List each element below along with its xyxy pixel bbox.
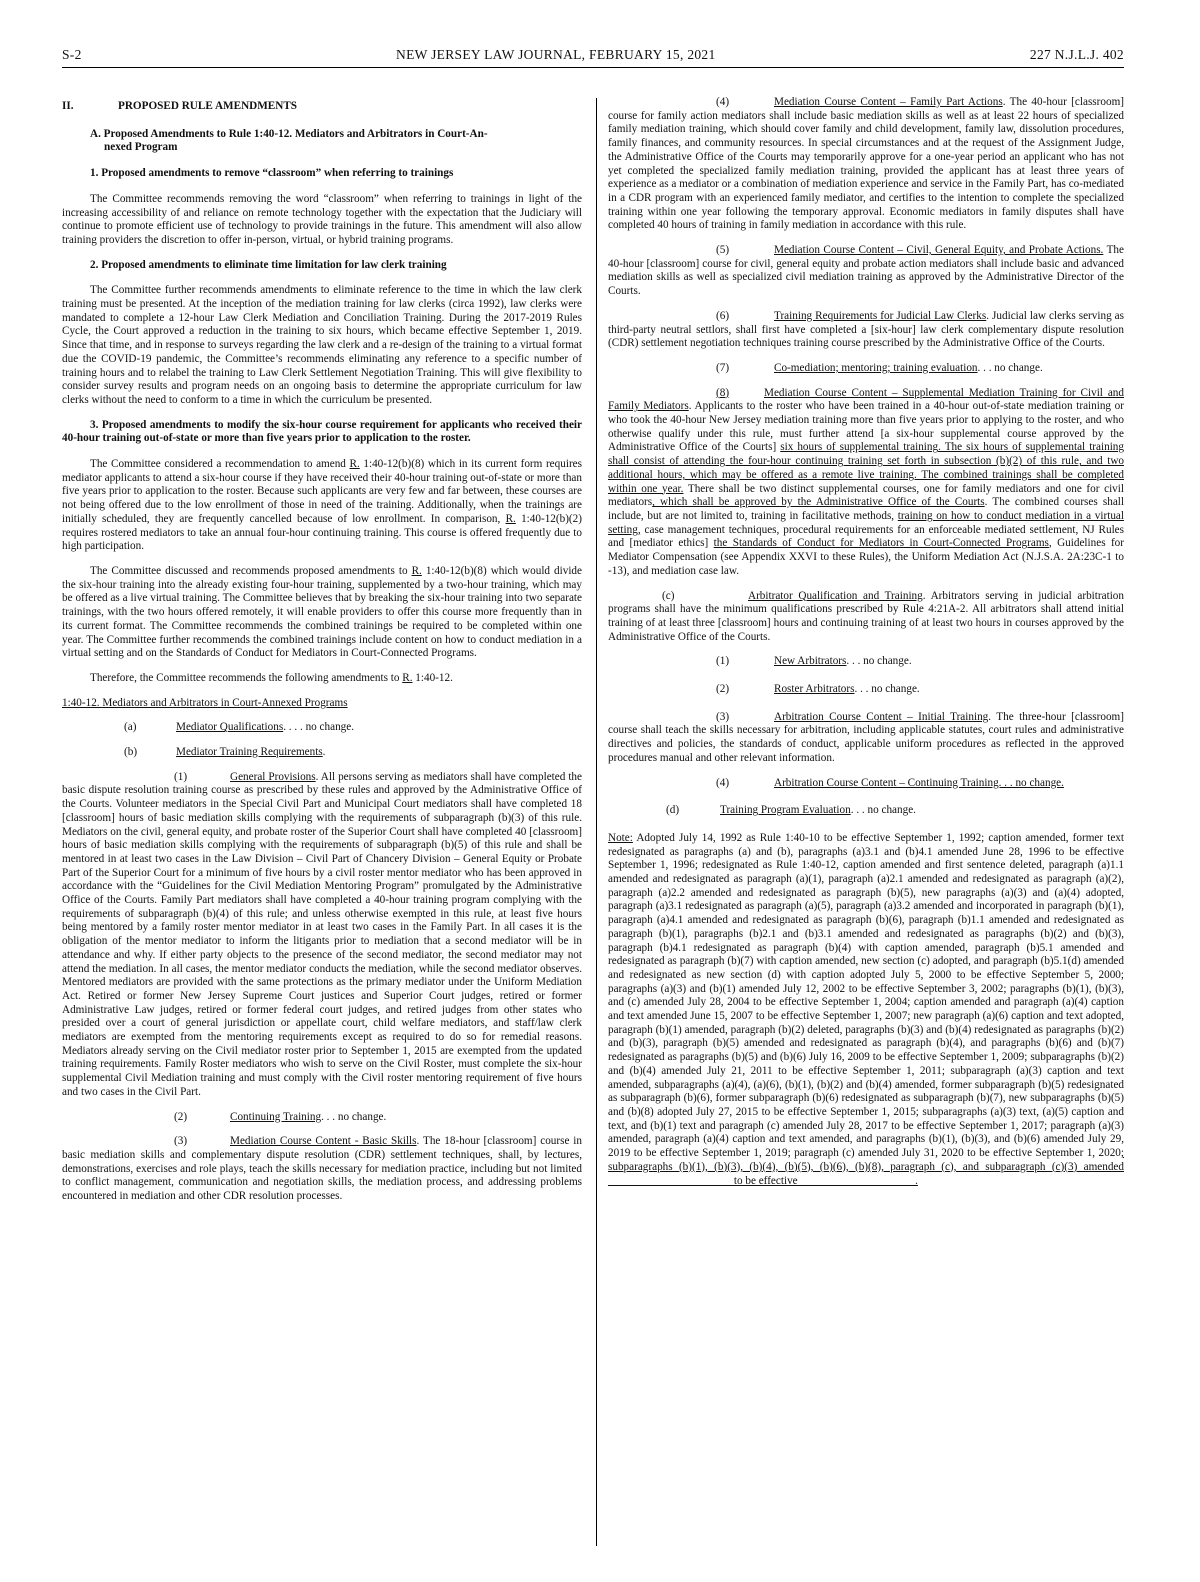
right-column [608, 96, 1124, 1199]
rule-b2-label: (2) [174, 1110, 188, 1123]
rule-d-label: (d) [666, 804, 680, 817]
rule-b8-label: (8) [716, 386, 730, 399]
rule-b5-title: Mediation Course Content – Civil, General Equity, and Probate Actions. [774, 244, 1104, 257]
rule-b-rest: . [322, 746, 326, 759]
rule-b [62, 746, 582, 760]
page-number: S-2 [62, 47, 82, 62]
subsection-a-heading-line1: A. Proposed Amendments to Rule 1:40-12. Mediators and Arbitrators in Court-An- [90, 127, 488, 140]
rule-b5-label: (5) [716, 244, 730, 257]
rule-b8-insert-4: the Standards of Conduct for Mediators in Court-Connected Programs [713, 537, 1049, 550]
rule-c3-text: . The three-hour [classroom] course shall teach the skills necessary for arbitration, including applicable statutes, court rules and administrative directives and policies, the standards of conduct, applicable uniform procedures as reflected in the approved procedures manual and other relevant information. [608, 710, 1124, 764]
rule-a [62, 721, 582, 735]
rule-c4-title: Arbitration Course Content – Continuing Training. . . no change. [774, 776, 1064, 789]
rule-d-title: Training Program Evaluation [720, 804, 851, 817]
rule-c2-rest: . . . no change. [854, 683, 920, 696]
rule-b1 [62, 771, 582, 1100]
rule-b1-text: . All persons serving as mediators shall have completed the basic dispute resolution training course as prescribed by these rules and approved by the Administrative Office of the Courts. Volunteer mediators in the Special Civil Part and Municipal Court mediators shall have completed 18 [classroom] hours of basic mediation skills complying with the requirements of subparagraph (b)(3) of this rule. Mediators on the civil, general equity, and probate roster of the Superior Court shall have completed 40 [classroom] hours of basic mediation skills complying with the requirements of subparagraph (b)(5) of this rule and shall be mentored in at least two cases in the Law Division – Civil Part of Chancery Division – General Equity or Probate Part of the Superior Court for a minimum of five hours by a civil roster mentor mediator who has been approved in accordance with the “Guidelines for the Civil Mediation Mentoring Program” promulgated by the Administrative Office of the Courts. Family Part mediators shall have completed a 40-hour training program complying with the requirements of subparagraph (b)(4) of this rule; and unless otherwise exempted in this rule, at least five hours being mentored by a family roster mentor mediator in at least two cases in the Family Part. In all cases it is the obligation of the mentor mediator to inform the litigants prior to mediation that a second mediator will be in attendance and why. If either party objects to the presence of the second mediator, the second mediator may not attend the mediation. In all cases, the mentor mediator conducts the mediation, while the second mediator observes. Mentored mediators are provided with the same protections as the primary mediator under the Uniform Mediation Act. Retired or former New Jersey Supreme Court justices and Superior Court judges, retired or former Administrative Law judges, retired or former federal court judges, and retired judges from other states who presided over a court of general jurisdiction or appellate court, child welfare mediators, and staff/law clerk mediators are exempted from the mentoring requirements except as required to do so for remedial reasons. Mediators already serving on the Civil mediator roster prior to September 1, 2015 are exempted from the updated training requirements. Family Roster mediators who wish to serve on the Civil Roster, must complete the six-hour supplemental Civil Mediation training and must comply with the Civil roster mentoring requirement of five hours and two cases in the Civil Part. [62, 770, 582, 1098]
rule-c3-label: (3) [716, 710, 730, 723]
p3-text-c: 1:40-12(b)(2) requires rostered mediators to take an annual four-hour continuing training. This course is offered frequently due to high participation. [62, 512, 582, 553]
rule-b4-label: (4) [716, 96, 730, 108]
rule-b-title: Mediator Training Requirements [176, 746, 323, 759]
p5-text-b: 1:40-12. [412, 671, 453, 684]
rule-b8-text-1: . Applicants to the roster who have been trained in a 40-hour out-of-state mediation training or who took the 40-hour New Jersey mediation training more than five years prior to applying to the roster, and who otherwise qualify under this rule, must further attend [a six-hour supplemental course approved by the Administrative Office of the Courts] [608, 400, 1124, 454]
column-divider [596, 98, 597, 1546]
rule-b8-text-4: case management techniques, procedural requirements for an enforceable mediated settlement, NJ Rules and [mediator ethics] [608, 523, 1124, 550]
rule-b6 [608, 310, 1124, 351]
rule-b6-text: . Judicial law clerks serving as third-party neutral settlors, shall first have completed a [six-hour] law clerk complementary dispute resolution (CDR) settlement negotiation techniques training course prescribed by the Administrative Office of the Courts. [608, 309, 1125, 350]
rule-c1 [608, 655, 1124, 669]
rule-c-label: (c) [662, 589, 675, 602]
left-column [62, 96, 582, 1215]
rule-title: 1:40-12. Mediators and Arbitrators in Court-Annexed Programs [62, 696, 348, 709]
p3-text-b: 1:40-12(b)(8) which in its current form requires mediator applicants to attend a six-hour course if they have received their 40-hour training out-of-state or more than five years prior to application to the roster. Because such applicants are very few and far between, these courses are not being offered due to the low enrollment of those in need of the training. Additionally, when the trainings are initially scheduled, they are frequently cancelled because of low enrollment. In comparison, [62, 458, 582, 525]
rule-c3-title: Arbitration Course Content – Initial Training [774, 710, 989, 723]
rule-c2-title: Roster Arbitrators [774, 683, 855, 696]
note-text: Adopted July 14, 1992 as Rule 1:40-10 to be effective September 1, 1992; caption amended, former text redesignated as paragraphs (a) and (b), paragraphs (a)3.1 and (b)4.1 amended June 28, 1996 to be effective September 1, 1996; redesignated as Rule 1:40-12, caption amended and first sentence deleted, paragraph (a)1.1 amended and redesignated as paragraph (a)(1), paragraph (a)2.1 amended and redesignated as paragraph (a)(2), paragraph (a)2.2 amended and redesignated as paragraph (b)(5), new paragraphs (a)(3) and (a)(4) adopted, paragraph (a)3.1 redesignated as paragraph (a)(5), paragraph (a)3.2 amended and incorporated in paragraph (b)(1), paragraph (a)4.1 amended and redesignated as paragraph (b)(6), paragraph (b)1.1 amended and redesignated as paragraph (b)(1), paragraphs (b)2.1 and (b)3.1 amended and redesignated as paragraphs (b)(2) and (b)(3), paragraph (b)4.1 redesignated as paragraph (b)(4) with caption amended, paragraph (b)5.1 amended and redesignated as paragraph (b)(7) with caption amended, new section (c) adopted, and paragraph (b)5.1(d) amended and redesignated as new section (d) with caption adopted July 5, 2000 to be effective September 5, 2000; paragraphs (a)(3) and (b)(1) amended July 12, 2002 to be effective September 3, 2002; paragraphs (b)(1), (b)(3), and (c) amended July 28, 2004 to be effective September 1, 2004; caption amended and paragraph (a)(4) caption and text amended June 15, 2007 to be effective September 1, 2007; new paragraph (a)(6) caption and text adopted, paragraph (b)(1) amended, paragraph (b)(2) deleted, paragraphs (b)(3) and (b)(4) redesignated as paragraphs (b)(2) and (b)(3), paragraph (b)(5) amended and redesignated as paragraph (b)(4), and paragraphs (b)(6) and (b)(7) redesignated as paragraphs (b)(5) and (b)(6) July 16, 2009 to be effective September 1, 2009; subparagraphs (b)(2) and (b)(4) amended July 21, 2011 to be effective September 1, 2011; subparagraph (a)(3) caption and text amended, subparagraphs (a)(4), (a)(6), (b)(1), (b)(2) and (b)(4) amended, former subparagraph (b)(5) redesignated as subparagraph (b)(6), former subparagraph (b)(6) redesignated as subparagraph (b)(7), new subparagraphs (b)(5) and (b)(8) adopted July 27, 2015 to be effective September 1, 2015; subparagraphs (a)(3) text, (a)(5) caption and text, and (b)(1) text and paragraph (c) amended July 28, 2017 to be effective September 1, 2017; paragraph (a)(3) amended, paragraph (a)(4) caption and text amended, and paragraphs (b)(1), (b)(3), and (b)(6) amended July 29, 2019 to be effective September 1, 2019; paragraph (c) amended July 31, 2020 to be effective September 1, 2020 [608, 831, 1124, 1160]
rule-c-title: Arbitrator Qualification and Training [748, 589, 923, 602]
header-rule [62, 67, 1124, 68]
rule-b5-text: The 40-hour [classroom] course for civil, general equity and probate action mediators shall include basic and advanced mediation skills as well as specialized civil mediation training as approved by the Administrative Director of the Courts. [608, 244, 1124, 298]
p3-text-a: The Committee considered a recommendation to amend [90, 458, 350, 471]
rule-b2 [62, 1111, 582, 1125]
rule-b1-title: General Provisions [230, 770, 316, 783]
paragraph-3 [62, 458, 582, 554]
rule-c1-label: (1) [716, 655, 730, 668]
rule-ref: R. [349, 458, 360, 471]
rule-c3 [608, 711, 1124, 766]
section-number: II. [62, 100, 74, 112]
note-label: Note: [608, 831, 633, 844]
rule-ref: R. [411, 564, 422, 577]
p4-text-b: 1:40-12(b)(8) which would divide the six-hour training into the already existing four-hour training, supplemented by a two-hour training, which may be offered as a live virtual training. The Committee believes that by breaking the six-hour training into two separate trainings, with the two hours offered remotely, it will enable providers to offer this course more frequently than in its current format. The Committee recommends the combined trainings be required to be completed within one year. The Committee further recommends the combined trainings include content on how to conduct mediation in a virtual setting and on the Standards of Conduct for Mediators in Court-Connected Programs. [62, 564, 582, 660]
rule-b4 [608, 96, 1124, 233]
p4-text-a: The Committee discussed and recommends proposed amendments to [90, 564, 412, 577]
note-insert: ; subparagraphs (b)(1), (b)(3), (b)(4), (b)(5), (b)(6), (b)(8), paragraph (c), and subparagraph (c)(3) amended ______________________ to be effective_____________________. [608, 1147, 1124, 1187]
rule-b7-rest: . . . no change. [977, 361, 1043, 374]
rule-b2-title: Continuing Training [230, 1110, 322, 1123]
rule-b7 [608, 362, 1124, 376]
p5-text-a: Therefore, the Committee recommends the following amendments to [90, 671, 403, 684]
publication-title: NEW JERSEY LAW JOURNAL, FEBRUARY 15, 2021 [396, 47, 716, 62]
rule-b7-label: (7) [716, 361, 730, 374]
paragraph-4 [62, 565, 582, 661]
rule-b1-label: (1) [174, 770, 188, 783]
rule-b8 [608, 387, 1124, 579]
heading-2: 2. Proposed amendments to eliminate time limitation for law clerk training [90, 258, 447, 271]
paragraph-1: The Committee recommends removing the word “classroom” when referring to trainings in light of the increasing accessibility of and reliance on remote technology together with the expectation that the Judiciary will continue to promote efficient use of technology to provide trainings in the future. This amendment will also allow training providers the discretion to offer in-person, virtual, or hybrid training programs. [62, 192, 582, 246]
paragraph-2: The Committee further recommends amendments to eliminate reference to the time in which the law clerk training must be presented. At the inception of the mediation training for law clerks (circa 1992), law clerks were mandated to complete a 12-hour Law Clerk Mediation and Conciliation Training. During the 2017-2019 Rules Cycle, the Court approved a reduction in the training to six hours, which became effective September 1, 2019. Since that time, and in response to surveys regarding the law clerk and a re-design of the training to a virtual format due the COVID-19 pandemic, the Committee’s recommends eliminating any reference to a specific number of training hours and to relabel the training to Law Clerk Settlement Negotiation Training. This will give flexibility to consider survey results and program needs on an ongoing basis to determine the appropriate curriculum for law clerks without the need to conform to a time in which the curriculum be presented. [62, 284, 582, 406]
rule-b4-title: Mediation Course Content – Family Part Actions [774, 96, 1003, 108]
citation: 227 N.J.L.J. 402 [1029, 47, 1124, 62]
rule-b8-text-3: . The combined courses shall include, but are not limited to, training in facilitative methods, [608, 496, 1124, 522]
rule-b8-title: Mediation Course Content – Supplemental Mediation Training for Civil and Family Mediators [608, 386, 1124, 413]
rule-a-rest: . . . . no change. [283, 721, 355, 734]
rule-b-label: (b) [124, 746, 138, 759]
rule-c1-rest: . . . no change. [846, 655, 912, 668]
rule-d [608, 804, 1124, 818]
rule-b8-insert-2: , which shall be approved by the Administrative Office of the Courts [652, 496, 985, 509]
rule-b3 [62, 1135, 582, 1204]
rule-b8-insert-3: training on how to conduct mediation in a virtual setting, [608, 509, 1124, 536]
rule-c2-label: (2) [716, 683, 730, 696]
rule-b8-text-2: There shall be two distinct supplemental courses, one for family mediators and one for civil mediators [608, 482, 1124, 509]
rule-b5 [608, 244, 1124, 299]
rule-b8-insert-1: six hours of supplemental training. The six hours of supplemental training shall consist of attending the four-hour continuing training set forth in subsection (b)(2) of this rule, and two additional hours, which may be offered as a remote live training. The combined trainings shall be completed within one year. [608, 441, 1124, 495]
rule-b8-text-5: , Guidelines for Mediator Compensation (see Appendix XXVI to these Rules), the Uniform Mediation Act (N.J.S.A. 2A:23C-1 to -13), and mediation case law. [608, 537, 1124, 577]
rule-a-title: Mediator Qualifications [176, 721, 284, 734]
subsection-a-heading [62, 128, 582, 155]
rule-b4-text: . The 40-hour [classroom] course for family action mediators shall include basic mediation skills as well as at least 22 hours of specialized family mediation training, which should cover family and child development, family law, dissolution procedures, family finances, and community resources. In special circumstances and at the request of the Assignment Judge, the Administrative Office of the Courts may temporarily approve for a one-year period an applicant who has not yet completed the specialized family mediation training, provided the applicant has at least three years of experience as a mediator or a combination of mediation experience and service in the Family Part, has co-mediated in a CDR program with an experienced family mediator, and certifies to the intention to complete the specialized training within one year following the temporary approval. Economic mediators in family disputes shall have completed 40 hours of training in family mediation in accordance with this rule. [608, 96, 1124, 232]
subsection-a-heading-line2: nexed Program [104, 141, 178, 154]
rule-ref: R. [505, 512, 516, 525]
rule-c-text: . Arbitrators serving in judicial arbitration programs shall have the minimum qualifications prescribed by Rule 4:21A-2. All arbitrators shall attend initial training of at least three [classroom] hours and continuing training of at least two hours in courses approved by the Administrative Office of the Courts. [608, 589, 1124, 643]
rule-c4-label: (4) [716, 776, 730, 789]
rule-b3-text: . The 18-hour [classroom] course in basic mediation skills and complementary dispute resolution (CDR) settlement techniques, shall, by lectures, demonstrations, exercises and role plays, teach the skills necessary for mediation practice, including but not limited to conflict management, communication and negotiation skills, the mediation process, and addressing problems encountered in mediation and other CDR resolution processes. [62, 1135, 582, 1203]
rule-b3-label: (3) [174, 1135, 188, 1148]
heading-1: 1. Proposed amendments to remove “classroom” when referring to trainings [90, 167, 454, 180]
section-heading [62, 100, 582, 114]
rule-b3-title: Mediation Course Content - Basic Skills [230, 1135, 417, 1148]
rule-c1-title: New Arbitrators [774, 655, 847, 668]
paragraph-5 [62, 672, 582, 686]
rule-d-rest: . . . no change. [850, 804, 916, 817]
rule-b6-label: (6) [716, 309, 730, 322]
rule-b2-rest: . . . no change. [321, 1110, 387, 1123]
running-header [62, 47, 1124, 69]
rule-b6-title: Training Requirements for Judicial Law Clerks [774, 309, 987, 322]
rule-c2 [608, 683, 1124, 697]
rule-c4 [608, 777, 1124, 791]
rule-b7-title: Co-mediation; mentoring; training evaluation [774, 361, 978, 374]
rule-note [608, 832, 1124, 1188]
rule-ref: R. [402, 671, 413, 684]
heading-3: 3. Proposed amendments to modify the six-hour course requirement for applicants who received their 40-hour training out-of-state or more than five years prior to application to the roster. [62, 418, 582, 445]
section-title: PROPOSED RULE AMENDMENTS [118, 100, 298, 112]
rule-a-label: (a) [124, 721, 137, 734]
rule-c [608, 590, 1124, 645]
